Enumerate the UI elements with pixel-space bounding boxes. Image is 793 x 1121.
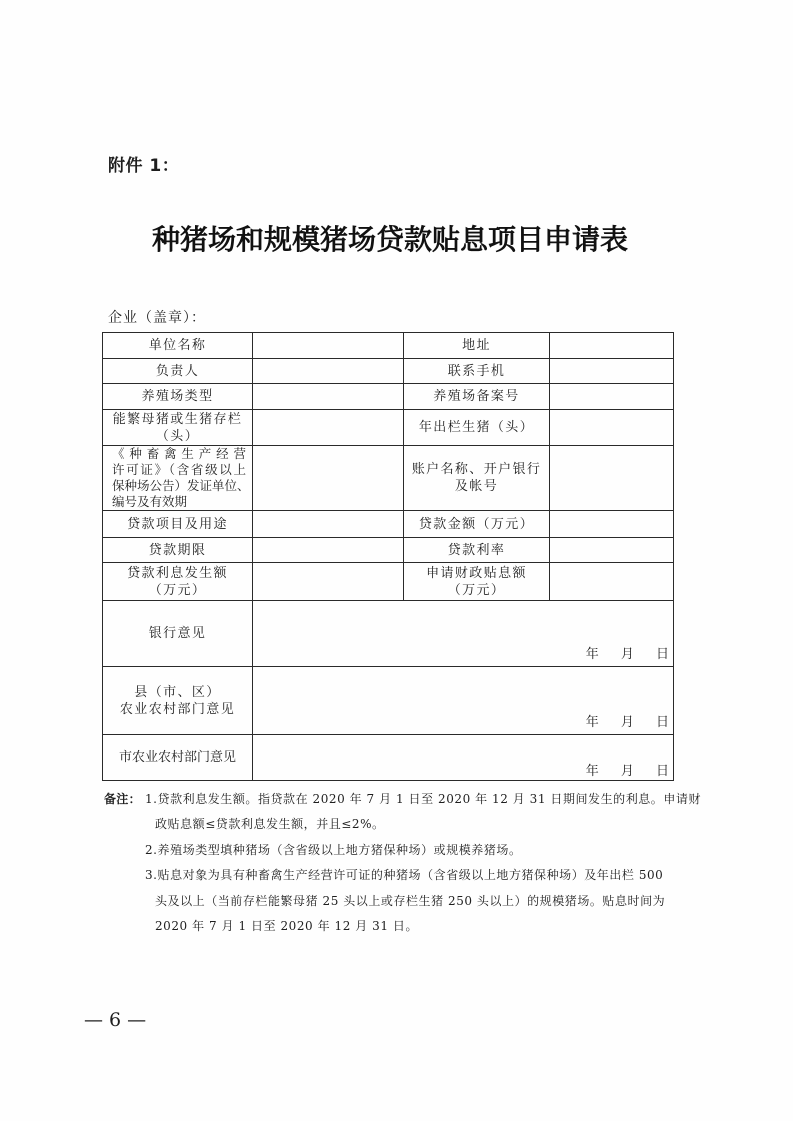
note-2-text: 2.养殖场类型填种猪场（含省级以上地方猪保种场）或规模养猪场。 bbox=[145, 842, 522, 857]
label-line: （万元） bbox=[148, 582, 207, 598]
note-line bbox=[104, 812, 744, 837]
label-line: 申请财政贴息额 bbox=[426, 565, 527, 581]
address-value bbox=[550, 333, 674, 359]
loan-interest-rate-label bbox=[404, 538, 550, 563]
note-3-text: 头及以上（当前存栏能繁母猪 25 头以上或存栏生猪 250 头以上）的规模猪场。贴息时间为 bbox=[155, 893, 666, 908]
label-line: 编号及有效期 bbox=[112, 494, 188, 509]
label-line: 贷款利息发生额 bbox=[127, 565, 228, 581]
bank-account-info-label bbox=[404, 446, 550, 511]
label-line: 账户名称、开户银行 bbox=[411, 462, 542, 477]
notes-section bbox=[104, 787, 744, 939]
table-row bbox=[103, 563, 674, 601]
county-agri-opinion-date: 年 月 日 bbox=[585, 715, 669, 730]
note-line bbox=[104, 889, 744, 914]
city-agri-opinion-field bbox=[253, 735, 674, 781]
label-line: （头） bbox=[155, 428, 200, 444]
farm-type-value bbox=[253, 384, 404, 410]
loan-interest-incurred-label bbox=[103, 563, 253, 601]
label-line: 地址 bbox=[462, 338, 491, 353]
loan-amount-value bbox=[550, 511, 674, 538]
label-line: 银行意见 bbox=[148, 626, 207, 641]
note-3-text: 3.贴息对象为具有种畜禽生产经营许可证的种猪场（含省级以上地方猪保种场）及年出栏 500 bbox=[145, 868, 664, 883]
note-1-text: 政贴息额≤贷款利息发生额，并且≤2%。 bbox=[155, 817, 385, 832]
city-agri-opinion-label bbox=[103, 735, 253, 781]
unit-name-label bbox=[103, 333, 253, 359]
table-row bbox=[103, 446, 674, 511]
label-line: 养殖场备案号 bbox=[433, 389, 520, 404]
notes-label: 备注： bbox=[104, 792, 141, 806]
label-line: （万元） bbox=[447, 582, 506, 598]
label-line: 农业农村部门意见 bbox=[119, 701, 236, 717]
loan-term-label bbox=[103, 538, 253, 563]
farm-type-label bbox=[103, 384, 253, 410]
person-in-charge-value bbox=[253, 359, 404, 384]
loan-project-purpose-value bbox=[253, 511, 404, 538]
label-line: 养殖场类型 bbox=[141, 389, 214, 404]
table-row bbox=[103, 538, 674, 563]
label-line: 贷款项目及用途 bbox=[127, 516, 228, 532]
table-row bbox=[103, 359, 674, 384]
enterprise-seal-label: 企业（盖章）： bbox=[108, 310, 206, 326]
table-row bbox=[103, 511, 674, 538]
label-line: 能繁母猪或生猪存栏 bbox=[112, 411, 243, 427]
label-line: 年出栏生猪（头） bbox=[418, 420, 535, 435]
farm-registration-number-label bbox=[404, 384, 550, 410]
mobile-label bbox=[404, 359, 550, 384]
sow-or-hog-inventory-label bbox=[103, 410, 253, 446]
table-row bbox=[103, 410, 674, 446]
label-line: 及帐号 bbox=[454, 479, 499, 494]
subsidy-requested-label bbox=[404, 563, 550, 601]
city-agri-opinion-date: 年 月 日 bbox=[585, 764, 669, 779]
breeding-license-info-value bbox=[253, 446, 404, 511]
note-line bbox=[104, 914, 744, 939]
subsidy-requested-value bbox=[550, 563, 674, 601]
loan-term-value bbox=[253, 538, 404, 563]
farm-registration-number-value bbox=[550, 384, 674, 410]
bank-opinion-field bbox=[253, 601, 674, 667]
label-line: 联系手机 bbox=[447, 363, 506, 379]
loan-interest-incurred-value bbox=[253, 563, 404, 601]
label-line: 县（市、区） bbox=[134, 684, 221, 700]
label-line: 单位名称 bbox=[148, 338, 207, 353]
label-line: 《种畜禽生产经营 bbox=[112, 446, 246, 461]
loan-project-purpose-label bbox=[103, 511, 253, 538]
annual-hog-output-label bbox=[404, 410, 550, 446]
note-line bbox=[104, 787, 744, 812]
note-1-text: 1.贷款利息发生额。指贷款在 2020 年 7 月 1 日至 2020 年 12 月 31 日期间发生的利息。申请财 bbox=[145, 792, 702, 806]
label-line: 保种场公告）发证单位、 bbox=[112, 478, 250, 493]
breeding-license-info-label bbox=[103, 446, 253, 511]
label-line: 贷款利率 bbox=[447, 542, 506, 558]
table-row bbox=[103, 333, 674, 359]
label-line: 市农业农村部门意见 bbox=[118, 750, 236, 765]
page-number: — 6 — bbox=[84, 1009, 147, 1031]
label-line: 许可证》（含省级以上 bbox=[112, 462, 246, 477]
page-title: 种猪场和规模猪场贷款贴息项目申请表 bbox=[151, 223, 628, 256]
attachment-label: 附件 1： bbox=[108, 156, 180, 176]
loan-interest-rate-value bbox=[550, 538, 674, 563]
bank-account-info-value bbox=[550, 446, 674, 511]
annual-hog-output-value bbox=[550, 410, 674, 446]
label-line: 贷款期限 bbox=[148, 542, 207, 558]
unit-name-value bbox=[253, 333, 404, 359]
county-agri-opinion-label bbox=[103, 667, 253, 735]
sow-or-hog-inventory-value bbox=[253, 410, 404, 446]
table-row bbox=[103, 384, 674, 410]
person-in-charge-label bbox=[103, 359, 253, 384]
note-line bbox=[104, 838, 744, 863]
county-agri-opinion-field bbox=[253, 667, 674, 735]
address-label bbox=[404, 333, 550, 359]
label-line: 贷款金额（万元） bbox=[418, 516, 535, 532]
mobile-value bbox=[550, 359, 674, 384]
bank-opinion-label bbox=[103, 601, 253, 667]
note-line bbox=[104, 863, 744, 888]
table-row bbox=[103, 667, 674, 735]
loan-amount-label bbox=[404, 511, 550, 538]
note-3-text: 2020 年 7 月 1 日至 2020 年 12 月 31 日。 bbox=[155, 918, 418, 933]
bank-opinion-date: 年 月 日 bbox=[585, 647, 669, 662]
table-row bbox=[103, 601, 674, 667]
table-row bbox=[103, 735, 674, 781]
label-line: 负责人 bbox=[155, 363, 200, 379]
application-form-table bbox=[102, 332, 674, 781]
